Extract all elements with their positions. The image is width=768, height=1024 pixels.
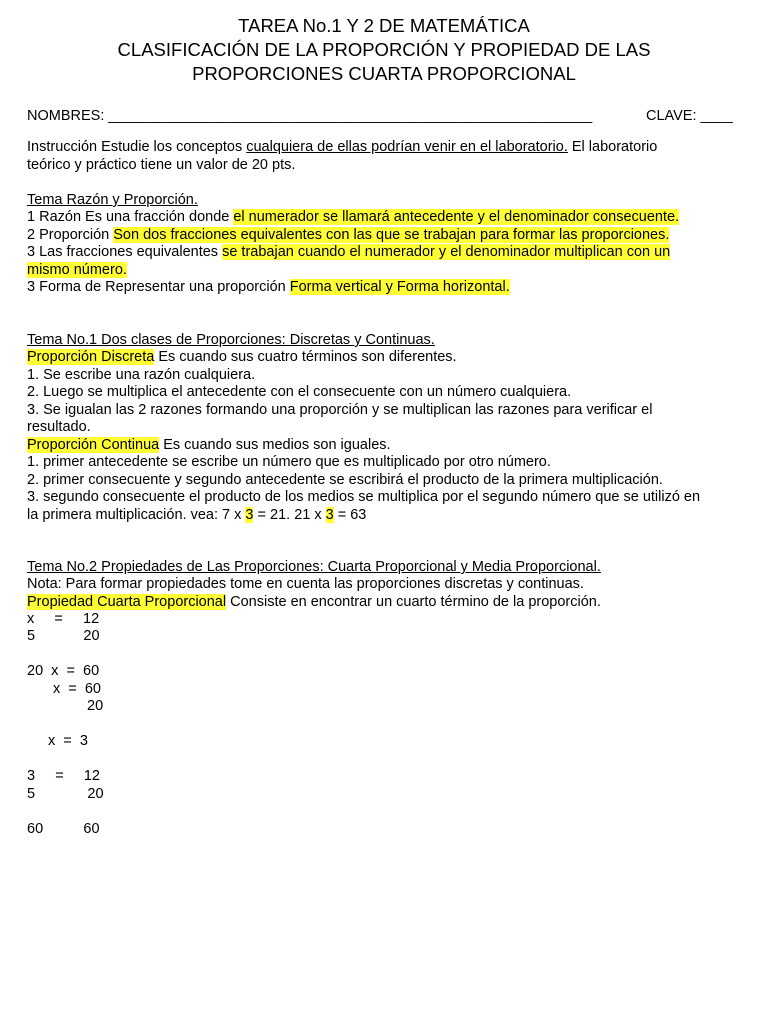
example-text-3: = 63 xyxy=(333,507,367,523)
cuarta-proporcional-definition xyxy=(27,594,601,611)
work-line-6: x = 3 xyxy=(48,733,88,749)
razon-line-1-highlight: el numerador se llamará antecedente y el denominador consecuente. xyxy=(233,209,680,225)
razon-line-1 xyxy=(27,209,679,226)
section-heading-razon: Tema Razón y Proporción. xyxy=(27,192,198,208)
razon-line-1-text: 1 Razón Es una fracción donde xyxy=(27,209,234,225)
discreta-label: Proporción Discreta xyxy=(27,349,155,365)
razon-line-3-cont xyxy=(27,262,127,279)
discreta-step-3-cont: resultado. xyxy=(27,419,91,435)
nota-text: Nota: Para formar propiedades tome en cuenta las proporciones discretas y continuas. xyxy=(27,576,584,592)
razon-line-4 xyxy=(27,279,510,296)
razon-line-4-text: 3 Forma de Representar una proporción xyxy=(27,279,290,295)
razon-line-2-highlight: Son dos fracciones equivalentes con las que se trabajan para formar las proporciones. xyxy=(113,227,670,243)
page-title-line-2: CLASIFICACIÓN DE LA PROPORCIÓN Y PROPIEDAD DE LAS xyxy=(117,39,651,60)
instruction-line-2: teórico y práctico tiene un valor de 20 pts. xyxy=(27,157,296,173)
work-line-5: 20 xyxy=(87,698,104,714)
example-highlight-2: 3 xyxy=(325,507,334,523)
discreta-step-1: 1. Se escribe una razón cualquiera. xyxy=(27,367,256,383)
continua-label: Proporción Continua xyxy=(27,437,160,453)
continua-step-3: 3. segundo consecuente el producto de los medios se multiplica por el segundo número que se utilizó en xyxy=(27,489,701,505)
instruction-underlined: cualquiera de ellas podrían venir en el laboratorio. xyxy=(246,139,568,155)
example-text-2: = 21. 21 x xyxy=(253,507,326,523)
razon-line-3-cont-highlight: mismo número. xyxy=(27,262,127,278)
discreta-text: Es cuando sus cuatro términos son diferentes. xyxy=(154,349,457,365)
section-heading-tema2: Tema No.2 Propiedades de Las Proporciones: Cuarta Proporcional y Media Proporcional. xyxy=(27,559,601,575)
page-title-line-1: TAREA No.1 Y 2 DE MATEMÁTICA xyxy=(238,15,530,36)
razon-line-3 xyxy=(27,244,670,261)
clave-field: CLAVE: ____ xyxy=(646,108,733,124)
continua-step-2: 2. primer consecuente y segundo antecedente se escribirá el producto de la primera multiplicación. xyxy=(27,472,663,488)
instruction-text: Instrucción Estudie los conceptos xyxy=(27,139,247,155)
page-title-line-3: PROPORCIONES CUARTA PROPORCIONAL xyxy=(192,63,576,84)
cuarta-proporcional-label: Propiedad Cuarta Proporcional xyxy=(27,594,227,610)
work-line-8: 5 20 xyxy=(27,786,104,802)
continua-step-1: 1. primer antecedente se escribe un número que es multiplicado por otro número. xyxy=(27,454,551,470)
example-highlight-1: 3 xyxy=(245,507,254,523)
instruction-text-end: El laboratorio xyxy=(567,139,658,155)
cuarta-proporcional-text: Consiste en encontrar un cuarto término de la proporción. xyxy=(226,594,601,610)
razon-line-4-highlight: Forma vertical y Forma horizontal. xyxy=(289,279,510,295)
discreta-definition xyxy=(27,349,457,366)
work-line-2: 5 20 xyxy=(27,628,100,644)
razon-line-3-highlight: se trabajan cuando el numerador y el denominador multiplican con un xyxy=(222,244,671,260)
work-line-9: 60 60 xyxy=(27,821,100,837)
razon-line-3-text: 3 Las fracciones equivalentes xyxy=(27,244,223,260)
example-text-1: la primera multiplicación. vea: 7 x xyxy=(27,507,246,523)
work-line-1: x = 12 xyxy=(27,611,100,627)
razon-line-2-text: 2 Proporción xyxy=(27,227,114,243)
nombres-field: NOMBRES: ____________________________________________________________ xyxy=(27,108,593,124)
discreta-step-2: 2. Luego se multiplica el antecedente con el consecuente con un número cualquiera. xyxy=(27,384,572,400)
razon-line-2 xyxy=(27,227,669,244)
continua-text: Es cuando sus medios son iguales. xyxy=(159,437,391,453)
work-line-4: x = 60 xyxy=(53,681,101,697)
instruction-line-1 xyxy=(27,139,657,156)
section-heading-tema1: Tema No.1 Dos clases de Proporciones: Discretas y Continuas. xyxy=(27,332,435,348)
work-line-3: 20 x = 60 xyxy=(27,663,100,679)
continua-definition xyxy=(27,437,391,454)
continua-step-3-cont xyxy=(27,507,366,524)
discreta-step-3: 3. Se igualan las 2 razones formando una proporción y se multiplican las razones para verificar el xyxy=(27,402,653,418)
work-line-7: 3 = 12 xyxy=(27,768,100,784)
